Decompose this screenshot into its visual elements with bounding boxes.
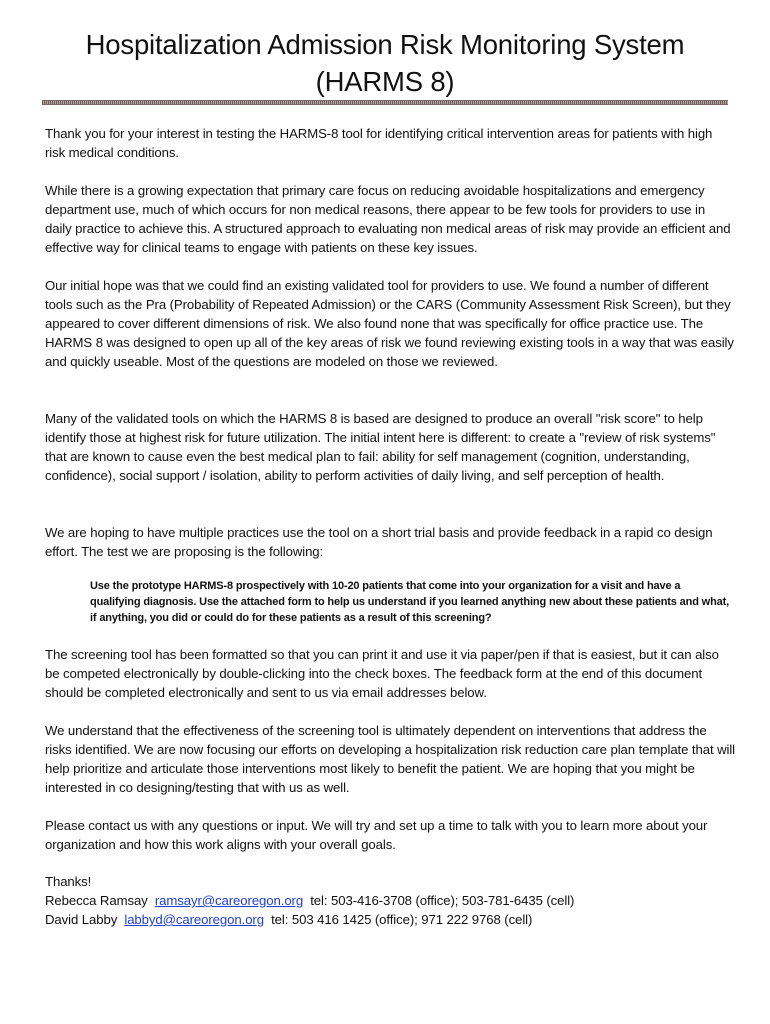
paragraph-intro: Thank you for your interest in testing the HARMS-8 tool for identifying critical intervention areas for patients with high risk medical conditions. bbox=[45, 126, 713, 160]
document-title bbox=[40, 26, 730, 100]
title-line-1: Hospitalization Admission Risk Monitoring System bbox=[85, 29, 685, 60]
title-divider bbox=[42, 100, 728, 105]
contact-phone: tel: 503 416 1425 (office); 971 222 9768 (cell) bbox=[271, 912, 533, 927]
paragraph-effectiveness: We understand that the effectiveness of the screening tool is ultimately dependent on interventions that address the risks identified. We are now focusing our efforts on developing a hospitalization risk reduction care plan template that will help prioritize and articulate those interventions most likely to benefit the patient. We are hoping that you might be interested in co designing/testing that with us as well. bbox=[45, 723, 735, 795]
paragraph-trial: We are hoping to have multiple practices use the tool on a short trial basis and provide feedback in a rapid co design effort. The test we are proposing is the following: bbox=[45, 525, 713, 559]
contact-name: David Labby bbox=[45, 912, 118, 927]
contact-line-labby bbox=[45, 910, 532, 929]
proposal-callout: Use the prototype HARMS-8 prospectively with 10-20 patients that come into your organization for a visit and have a qualifying diagnosis. Use the attached form to help us understand if you learned anything new about these patients and what, if anything, you did or could do for these patients as a result of this screening? bbox=[90, 580, 730, 624]
email-link-ramsay[interactable]: ramsayr@careoregon.org bbox=[154, 893, 304, 908]
paragraph-validated-tools: Many of the validated tools on which the HARMS 8 is based are designed to produce an overall "risk score" to help identify those at highest risk for future utilization. The initial intent here is different: to create a "review of risk systems" that are known to cause even the best medical plan to fail: ability for self management (cognition, understanding, confidence), social support / isolation, ability to perform activities of daily living, and self perception of health. bbox=[45, 411, 716, 483]
title-line-2: (HARMS 8) bbox=[315, 66, 455, 97]
contact-phone: tel: 503-416-3708 (office); 503-781-6435 (cell) bbox=[310, 893, 575, 908]
paragraph-expectation: While there is a growing expectation that primary care focus on reducing avoidable hospitalizations and emergency department use, much of which occurs for non medical reasons, there appear to be few tools for providers to use in daily practice to achieve this. A structured approach to evaluating non medical areas of risk may provide an efficient and effective way for clinical teams to engage with patients on these key issues. bbox=[45, 183, 731, 255]
paragraph-formatting: The screening tool has been formatted so that you can print it and use it via paper/pen if that is easiest, but it can also be competed electronically by double-clicking into the check boxes. The feedback form at the end of this document should be completed electronically and sent to us via email addresses below. bbox=[45, 647, 719, 700]
paragraph-initial-hope: Our initial hope was that we could find an existing validated tool for providers to use. We found a number of different tools such as the Pra (Probability of Repeated Admission) or the CARS (Community Assessment Risk Screen), but they appeared to cover different dimensions of risk. We also found none that was specifically for office practice use. The HARMS 8 was designed to open up all of the key areas of risk we found reviewing existing tools in a way that was easily and quickly useable. Most of the questions are modeled on those we reviewed. bbox=[45, 278, 734, 369]
paragraph-contact: Please contact us with any questions or input. We will try and set up a time to talk with you to learn more about your organization and how this work aligns with your overall goals. bbox=[45, 818, 708, 852]
contact-name: Rebecca Ramsay bbox=[45, 893, 148, 908]
closing-thanks: Thanks! bbox=[45, 874, 92, 889]
contact-line-ramsay bbox=[45, 891, 574, 910]
email-link-labby[interactable]: labbyd@careoregon.org bbox=[124, 912, 264, 927]
